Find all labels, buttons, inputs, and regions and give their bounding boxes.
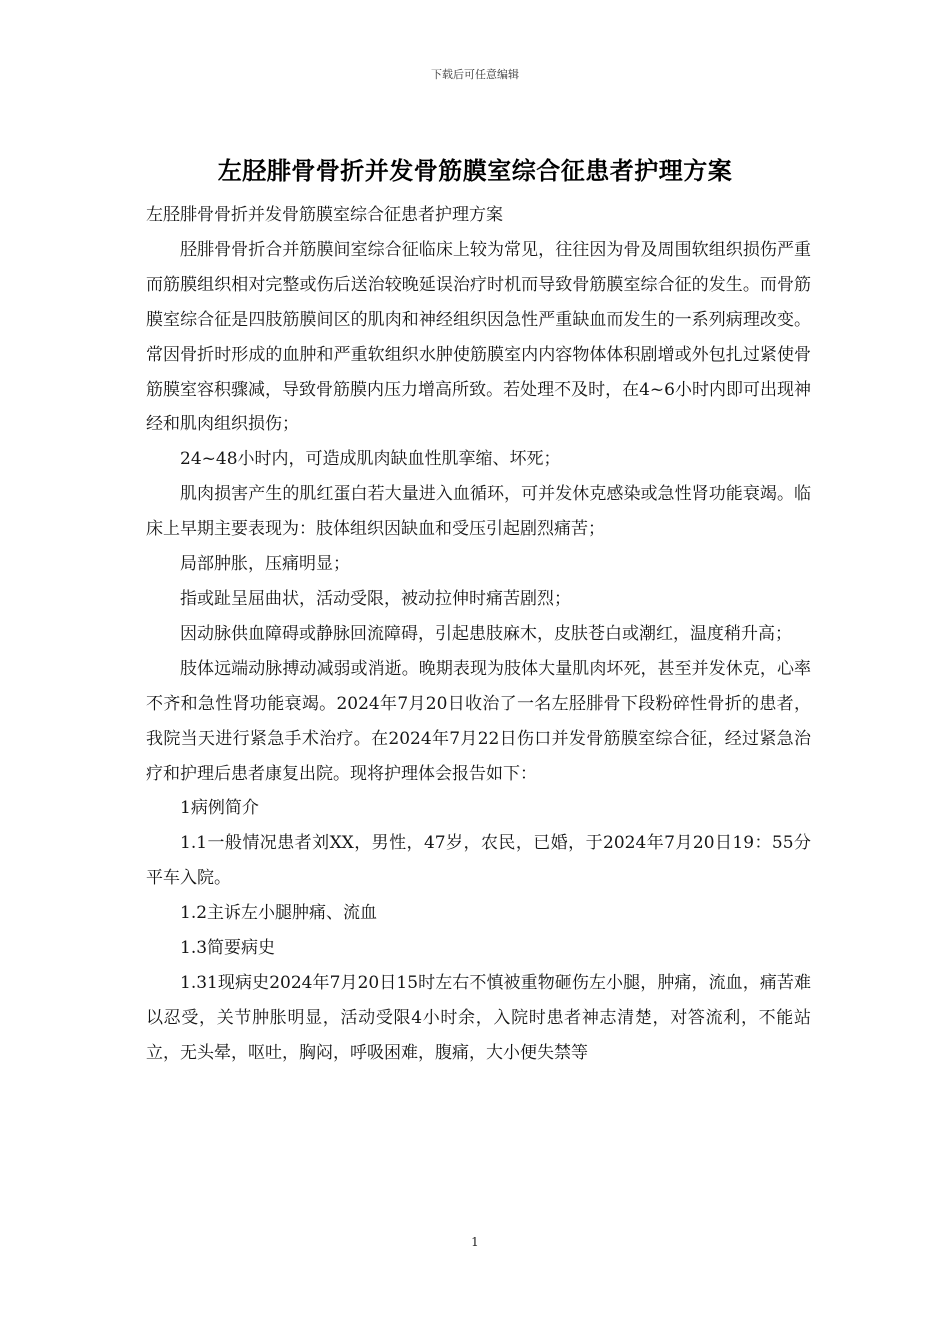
body-paragraph: 1.1一般情况患者刘XX，男性，47岁，农民，已婚，于2024年7月20日19：55分平车入院。 bbox=[146, 833, 811, 889]
page-header-note: 下载后可任意编辑 bbox=[431, 68, 519, 81]
body-paragraph: 胫腓骨骨折合并筋膜间室综合征临床上较为常见，往往因为骨及周围软组织损伤严重而筋膜组织相对完整或伤后送治较晚延误治疗时机而导致骨筋膜室综合征的发生。而骨筋膜室综合征是四肢筋膜间区的肌肉和神经组织因急性严重缺血而发生的一系列病理改变。常因骨折时形成的血肿和严重软组织水肿使筋膜室内内容物体体积剧增或外包扎过紧使骨筋膜室容积骤减，导致骨筋膜内压力增高所致。若处理不及时，在4~6小时内即可出现神经和肌肉组织损伤； bbox=[146, 239, 811, 435]
body-paragraph: 肌肉损害产生的肌红蛋白若大量进入血循环，可并发休克感染或急性肾功能衰竭。临床上早期主要表现为：肢体组织因缺血和受压引起剧烈痛苦； bbox=[146, 484, 811, 540]
body-paragraph: 1.31现病史2024年7月20日15时左右不慎被重物砸伤左小腿，肿痛，流血，痛苦难以忍受，关节肿胀明显，活动受限4小时余，入院时患者神志清楚，对答流利，不能站立，无头晕，呕吐，胸闷，呼吸困难，腹痛，大小便失禁等 bbox=[146, 972, 811, 1063]
body-paragraph: 局部肿胀，压痛明显； bbox=[180, 554, 350, 575]
section-heading: 1病例简介 bbox=[180, 798, 259, 819]
section-heading: 1.2主诉左小腿肿痛、流血 bbox=[180, 903, 378, 924]
document-body bbox=[146, 198, 811, 1071]
body-paragraph: 因动脉供血障碍或静脉回流障碍，引起患肢麻木，皮肤苍白或潮红，温度稍升高； bbox=[180, 623, 792, 644]
section-heading: 1.3简要病史 bbox=[180, 938, 276, 959]
body-paragraph: 指或趾呈屈曲状，活动受限，被动拉伸时痛苦剧烈； bbox=[180, 588, 571, 609]
body-paragraph: 24~48小时内，可造成肌肉缺血性肌挛缩、坏死； bbox=[180, 449, 561, 470]
page-number: 1 bbox=[471, 1235, 479, 1249]
body-paragraph: 肢体远端动脉搏动减弱或消逝。晚期表现为肢体大量肌肉坏死，甚至并发休克，心率不齐和急性肾功能衰竭。2024年7月20日收治了一名左胫腓骨下段粉碎性骨折的患者，我院当天进行紧急手术治疗。在2024年7月22日伤口并发骨筋膜室综合征，经过紧急治疗和护理后患者康复出院。现将护理体会报告如下： bbox=[146, 658, 811, 784]
document-title: 左胫腓骨骨折并发骨筋膜室综合征患者护理方案 bbox=[217, 156, 733, 185]
subtitle-paragraph: 左胫腓骨骨折并发骨筋膜室综合征患者护理方案 bbox=[146, 205, 503, 225]
